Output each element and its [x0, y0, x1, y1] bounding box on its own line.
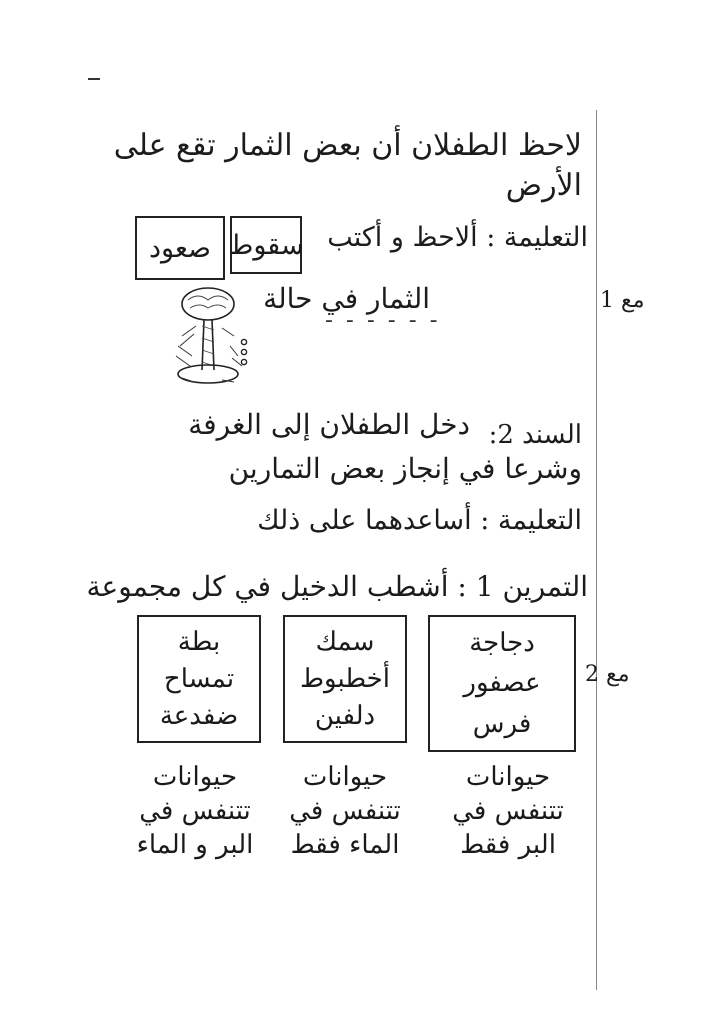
category-line: تتنفس في — [452, 796, 564, 826]
category-line: حيوانات — [302, 762, 388, 792]
margin-note-2: مع 2 — [585, 662, 630, 687]
document-line-1: دخل الطفلان إلى الغرفة — [188, 408, 470, 441]
tree-falling-fruit-icon — [172, 286, 264, 396]
group-item[interactable]: عصفور — [463, 668, 541, 699]
margin-note-1: مع 1 — [600, 288, 645, 313]
answer-blank: - - - - - - — [325, 308, 441, 333]
animal-group-2 — [283, 615, 407, 743]
group-item[interactable]: فرس — [472, 708, 532, 739]
category-label-2 — [265, 760, 425, 862]
group-item[interactable]: دلفين — [314, 701, 376, 732]
category-line: حيوانات — [465, 762, 551, 792]
instruction-2: التعليمة : أساعدهما على ذلك — [257, 505, 582, 536]
document-line-2: وشرعا في إنجاز بعض التمارين — [228, 452, 582, 485]
heading-line-2: الأرض — [505, 168, 582, 203]
category-line: الماء فقط — [290, 830, 400, 860]
category-label-1 — [428, 760, 588, 862]
fruit-state-text: الثمار في حالة — [263, 282, 430, 315]
animal-group-1 — [428, 615, 576, 752]
word-box-rise: صعود — [135, 216, 225, 280]
exercise-1-title: التمرين 1 : أشطب الدخيل في كل مجموعة — [86, 570, 588, 603]
instruction-1-label: التعليمة : ألاحظ و أكتب — [327, 222, 588, 253]
group-item[interactable]: تمساح — [163, 663, 235, 694]
group-item[interactable]: بطة — [177, 626, 221, 657]
margin-line — [596, 110, 597, 990]
group-item[interactable]: سمك — [315, 626, 375, 657]
document-label: السند 2: — [488, 420, 582, 450]
category-line: البر و الماء — [136, 830, 254, 860]
category-line: تتنفس في — [139, 796, 251, 826]
group-item[interactable]: أخطبوط — [300, 663, 390, 694]
top-dash-mark — [88, 78, 100, 80]
heading-line-1: لاحظ الطفلان أن بعض الثمار تقع على — [113, 128, 582, 163]
group-item[interactable]: ضفدعة — [159, 701, 239, 732]
word-box-fall: سقوط — [230, 216, 302, 274]
animal-group-3 — [137, 615, 261, 743]
group-item[interactable]: دجاجة — [469, 628, 535, 659]
category-line: البر فقط — [460, 830, 556, 860]
category-line: حيوانات — [152, 762, 238, 792]
category-label-3 — [115, 760, 275, 862]
category-line: تتنفس في — [289, 796, 401, 826]
